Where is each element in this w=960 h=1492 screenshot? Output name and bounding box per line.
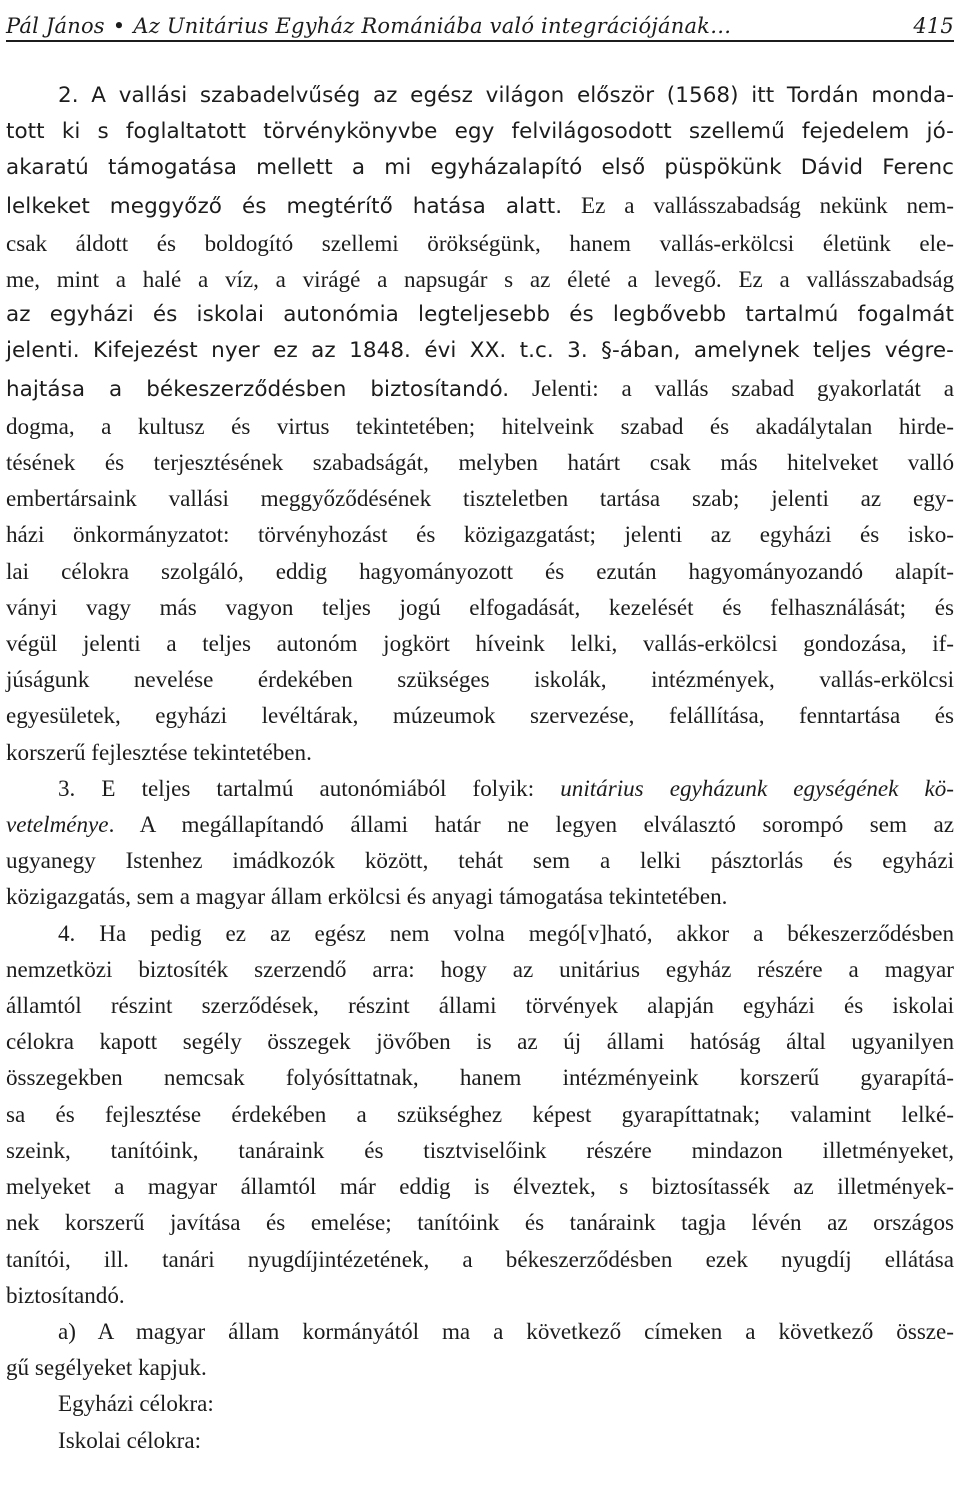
header-title-group (6, 14, 731, 38)
text-span: . A megállapítandó állami határ ne legyen elválasztó sorompó sem az (108, 811, 954, 838)
text-line: csak áldott és boldogító szellemi örökségünk, hanem vallás-erkölcsi életünk ele- (6, 229, 954, 256)
text-line: összegekben nemcsak folyósíttatnak, hanem intézményeink korszerű gyarapítá- (6, 1064, 954, 1091)
text-line: nek korszerű javítása és emelése; tanítóink és tanáraink tagja lévén az országos (6, 1209, 954, 1236)
text-span: 3. E teljes tartalmú autonómiából folyik: (58, 774, 561, 801)
text-line: célokra kapott segély összegek jövőben is az új állami hatóság által ugyanilyen (6, 1028, 954, 1055)
text-line: sa és fejlesztése érdekében a szükséghez képest gyarapíttatnak; valamint lelké- (6, 1100, 954, 1127)
text-line: tésének és terjesztésének szabadságát, melyben határt csak más hitelveket valló (6, 449, 954, 476)
text-line: akaratú támogatása mellett a mi egyházalapító első püspökünk Dávid Ferenc (6, 155, 954, 181)
text-line: Egyházi célokra: (58, 1390, 214, 1417)
emphasis-span: vetelménye (6, 811, 109, 838)
text-line: végül jelenti a teljes autonóm jogkört híveink lelki, vallás-erkölcsi gondozása, if- (6, 630, 954, 657)
text-line: lai célokra szolgáló, eddig hagyományozott és ezután hagyományozandó alapít- (6, 557, 954, 584)
text-span: lelkeket meggyőző és megtérítő hatása alatt. (6, 193, 563, 219)
text-line: az egyházi és iskolai autonómia legteljesebb és legbővebb tartalmú fogalmát (6, 302, 954, 328)
text-line: ványi vagy más vagyon teljes jogú elfogadását, kezelését és felhasználását; és (6, 593, 954, 620)
text-line (6, 770, 954, 806)
text-line: korszerű fejlesztése tekintetében. (6, 738, 312, 765)
emphasis-span: unitárius egyházunk egységének kö- (560, 774, 955, 801)
text-line: egyesületek, egyházi levéltárak, múzeumok szervezése, felállítása, fenntartása és (6, 702, 954, 729)
text-span: Ez a vallásszabadság nekünk nem- (562, 191, 954, 218)
text-span: Jelenti: a vallás szabad gyakorlatát a (509, 374, 954, 401)
text-line: 2. A vallási szabadelvűség az egész világon először (1568) itt Tordán monda- (58, 83, 954, 108)
text-line (6, 370, 954, 408)
text-span: Ez a vallásszabadság (721, 266, 954, 293)
text-line (6, 261, 954, 297)
text-line: biztosítandó. (6, 1281, 125, 1308)
text-line: közigazgatás, sem a magyar állam erkölcsi és anyagi támogatása tekintetében. (6, 883, 728, 910)
text-line: melyeket a magyar államtól már eddig is élveztek, s biztosítassék az illetmények- (6, 1173, 954, 1200)
text-line: embertársaink vallási meggyőződésének tiszteletben tartása szab; jelenti az egy- (6, 485, 954, 512)
header-title: Az Unitárius Egyház Romániába való integrációjának… (133, 14, 732, 38)
text-line (6, 187, 954, 225)
text-line: tanítói, ill. tanári nyugdíjintézetének, a békeszerződésben ezek nyugdíj ellátása (6, 1245, 954, 1272)
text-line: dogma, a kultusz és virtus tekintetében; hitelveink szabad és akadálytalan hirde- (6, 412, 954, 439)
header-separator: • (112, 14, 126, 38)
text-line: szeink, tanítóink, tanáraink és tisztviselőink részére mindazon illetményeket, (6, 1136, 954, 1163)
text-span: me, mint a halé a víz, a virágé a napsugár s az életé a levegő. (6, 266, 722, 293)
text-line: gű segélyeket kapjuk. (6, 1354, 207, 1381)
text-line: ugyanegy Istenhez imádkozók között, tehát sem a lelki pásztorlás és egyházi (6, 847, 954, 874)
text-line: Iskolai célokra: (58, 1426, 201, 1453)
page-number: 415 (913, 14, 954, 38)
body-text (6, 78, 954, 1458)
text-line: nemzetközi biztosíték szerzendő arra: hogy az unitárius egyház részére a magyar (6, 955, 954, 982)
text-line: államtól részint szerződések, részint állami törvények alapján egyházi és iskolai (6, 992, 954, 1019)
header-author: Pál János (6, 14, 105, 38)
text-line: tott ki s foglaltatott törvénykönyvbe egy felvilágosodott szellemű fejedelem jó- (6, 119, 954, 145)
text-line (6, 806, 954, 842)
text-span: hajtása a békeszerződésben biztosítandó. (6, 376, 510, 402)
text-line: jelenti. Kifejezést nyer ez az 1848. évi XX. t.c. 3. §-ában, amelynek teljes végre- (6, 338, 954, 364)
text-line: júságunk nevelése érdekében szükséges iskolák, intézmények, vallás-erkölcsi (6, 666, 954, 693)
running-header (6, 0, 954, 42)
text-line: 4. Ha pedig ez az egész nem volna megó[v]ható, akkor a békeszerződésben (58, 919, 954, 946)
text-line: a) A magyar állam kormányától ma a következő címeken a következő össze- (58, 1317, 954, 1344)
text-line: házi önkormányzatot: törvényhozást és közigazgatást; jelenti az egyházi és isko- (6, 521, 954, 548)
